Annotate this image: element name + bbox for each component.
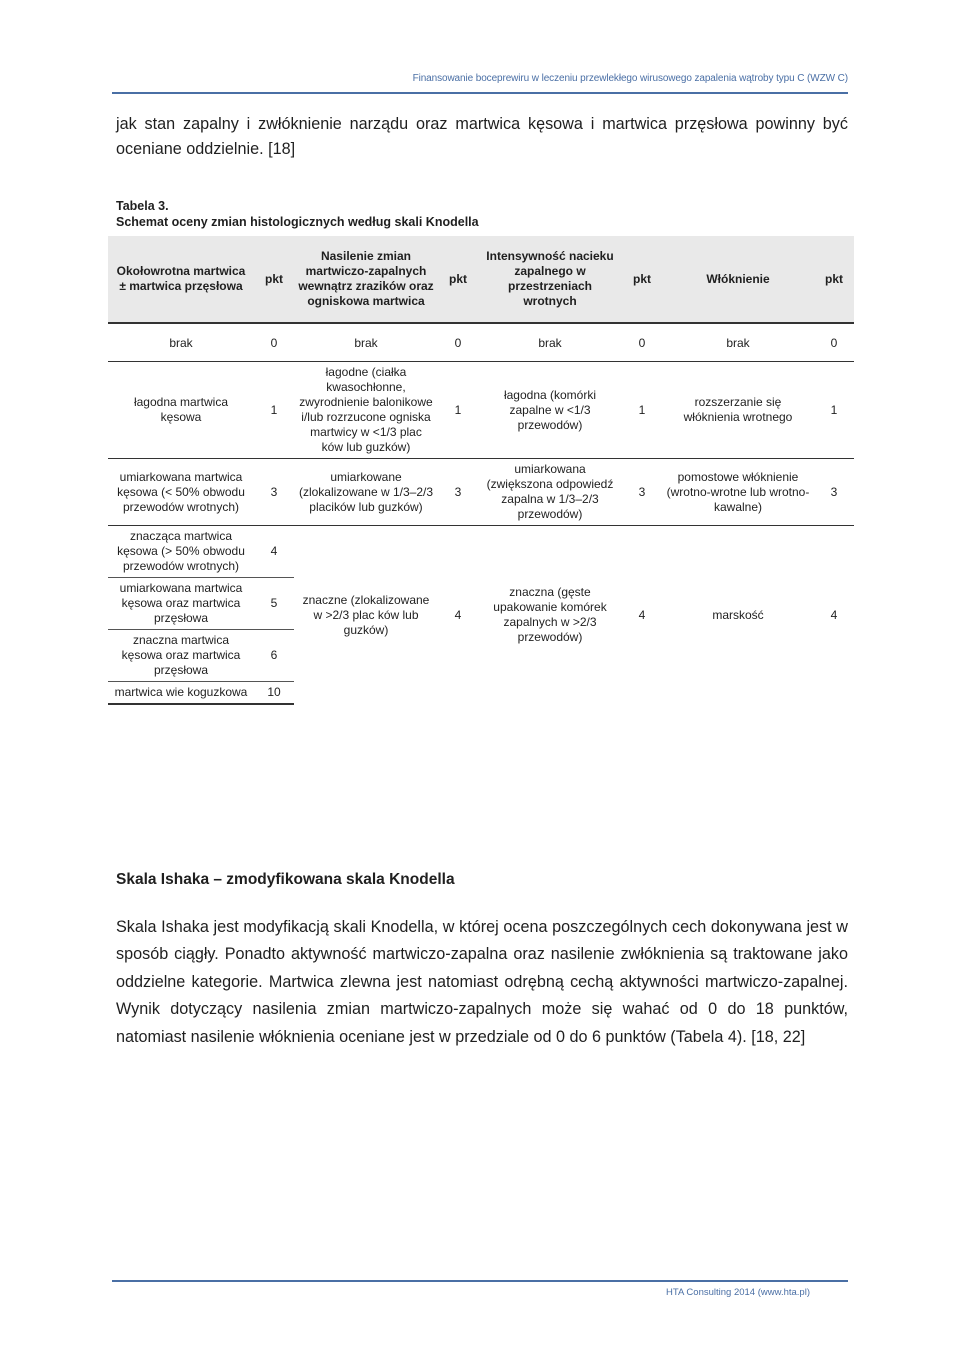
header-lobular-degeneration: Nasilenie zmian martwiczo-zapalnych wewnątrz zrazików oraz ogniskowa martwica [294,236,438,323]
table-row [108,323,854,362]
table-cell: marskość [712,607,764,622]
table-cell: 0 [622,323,662,362]
table-cell: 4 [454,607,462,622]
table-caption [116,198,479,230]
header-pkt: pkt [254,236,294,323]
table-row [108,526,854,578]
table-cell: znaczna (gęste upakowanie komórek zapalnych w >2/3 przewodów) [493,585,607,644]
table-cell: 3 [438,459,478,526]
table-cell: 3 [622,459,662,526]
header-portal-inflammation: Intensywność nacieku zapalnego w przestrzeniach wrotnych [478,236,622,323]
knodell-table [108,236,854,705]
section-heading: Skala Ishaka – zmodyfikowana skala Knodella [116,871,455,888]
running-header: Finansowanie boceprewiru w leczeniu przewlekłego wirusowego zapalenia wątroby typu C (WZW C) [412,73,848,84]
running-footer: HTA Consulting 2014 (www.hta.pl) [666,1287,810,1298]
table-cell: umiarkowana martwica kęsowa (< 50% obwodu przewodów wrotnych) [108,459,254,526]
header-fibrosis: Włóknienie [662,236,814,323]
table-cell: brak [662,323,814,362]
table-cell: 4 [638,607,646,622]
header-portal-necrosis: Okołowrotna martwica ± martwica przęsłowa [108,236,254,323]
table-cell: znaczna martwica kęsowa oraz martwica przęsłowa [108,630,254,682]
table-cell: łagodne (ciałka kwasochłonne, zwyrodnienie balonikowe i/lub rozrzucone ogniska martwicy w <1/3 plac ków lub guzków) [294,362,438,459]
table-cell: 1 [622,362,662,459]
header-pkt: pkt [622,236,662,323]
table-cell: 0 [254,323,294,362]
header-rule [112,92,848,94]
table-cell: znacząca martwica kęsowa (> 50% obwodu przewodów wrotnych) [108,526,254,578]
table-cell: rozszerzanie się włóknienia wrotnego [662,362,814,459]
table-cell: 10 [254,682,294,705]
table-cell: znaczne (zlokalizowane w >2/3 plac ków lub guzków) [302,592,430,637]
header-pkt: pkt [814,236,854,323]
table-row [108,459,854,526]
table-row [108,362,854,459]
table-cell: łagodna (komórki zapalne w <1/3 przewodów) [478,362,622,459]
intro-paragraph: jak stan zapalny i zwłóknienie narządu oraz martwica kęsowa i martwica przęsłowa powinny być oceniane oddzielnie. [18] [116,115,848,158]
table-cell: umiarkowana (zwiększona odpowiedź zapalna w 1/3–2/3 przewodów) [478,459,622,526]
table-title: Schemat oceny zmian histologicznych według skali Knodella [116,215,479,229]
table-label: Tabela 3. [116,199,169,213]
table-cell: 4 [830,607,838,622]
table-cell: 1 [254,362,294,459]
header-pkt: pkt [438,236,478,323]
table-cell: pomostowe włóknienie (wrotno-wrotne lub wrotno-kawalne) [662,459,814,526]
footer-rule [112,1280,848,1282]
table-cell: 0 [438,323,478,362]
table-cell: 1 [814,362,854,459]
table-cell: brak [478,323,622,362]
table-cell: 3 [254,459,294,526]
table-cell: martwica wie koguzkowa [108,682,254,705]
table-cell: 5 [254,578,294,630]
table-cell: 0 [814,323,854,362]
table-cell: łagodna martwica kęsowa [108,362,254,459]
table-header-row [108,236,854,323]
table-cell: 4 [254,526,294,578]
table-cell: umiarkowane (zlokalizowane w 1/3–2/3 placików lub guzków) [294,459,438,526]
table-cell: brak [294,323,438,362]
table-cell: brak [108,323,254,362]
table-cell: 1 [438,362,478,459]
table-cell: 3 [814,459,854,526]
table-cell: umiarkowana martwica kęsowa oraz martwica przęsłowa [108,578,254,630]
section-paragraph: Skala Ishaka jest modyfikacją skali Knodella, w której ocena poszczególnych cech dokonywana jest w sposób ciągły. Ponadto aktywność martwiczo-zapalna oraz nasilenie zwłóknienia są traktowane jako oddzielne kategorie. Martwica zlewna jest natomiast odrębną cechą aktywności martwiczo-zapalnej. Wynik dotyczący nasilenia zmian martwiczo-zapalnych może się wahać od 0 do 18 punktów, natomiast nasilenie włóknienia oceniane jest w przedziale od 0 do 6 punktów (Tabela 4). [18, 22] [116,918,848,1046]
table-cell: 6 [254,630,294,682]
